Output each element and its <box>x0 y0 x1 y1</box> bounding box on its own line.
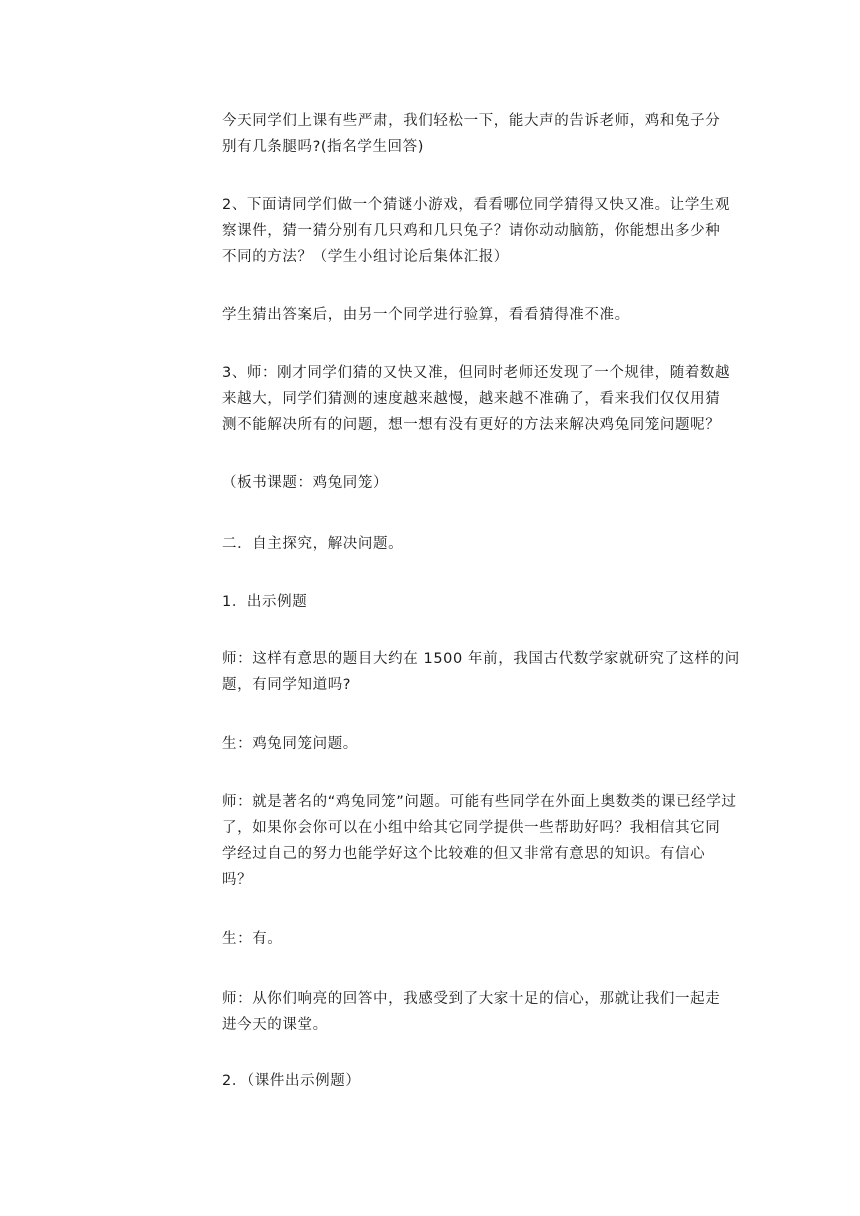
text-line: 二．自主探究，解决问题。 <box>222 536 404 552</box>
paragraph-verification <box>222 302 742 328</box>
paragraph-intro <box>222 108 742 160</box>
step-heading <box>222 1068 742 1094</box>
text-line: 学经过自己的努力也能学好这个比较难的但又非常有意思的知识。有信心 <box>222 846 706 862</box>
text-line: 2．（课件出示例题） <box>222 1073 361 1089</box>
paragraph-student-answer <box>222 731 742 757</box>
text-line: 进今天的课堂。 <box>222 1017 328 1033</box>
text-line: 题，有同学知道吗? <box>222 677 352 693</box>
paragraph-guessing-game <box>222 192 742 270</box>
text-line: 测不能解决所有的问题，想一想有没有更好的方法来解决鸡兔同笼问题呢？ <box>222 417 721 433</box>
text-line: 生：鸡兔同笼问题。 <box>222 736 358 752</box>
paragraph-teacher-history <box>222 646 742 698</box>
text-line: 师：这样有意思的题目大约在 1500 年前，我国古代数学家就研究了这样的问 <box>222 651 740 667</box>
text-line: 吗？ <box>222 872 253 888</box>
text-line: 察课件，猜一猜分别有几只鸡和几只兔子？请你动动脑筋，你能想出多少种 <box>222 223 721 239</box>
text-line: 了，如果你会你可以在小组中给其它同学提供一些帮助好吗？我相信其它同 <box>222 820 721 836</box>
paragraph-teacher-confidence <box>222 986 742 1038</box>
text-line: 别有几条腿吗?(指名学生回答) <box>222 139 425 155</box>
text-line: 师：就是著名的“鸡兔同笼”问题。可能有些同学在外面上奥数类的课已经学过 <box>222 794 737 810</box>
text-line: 今天同学们上课有些严肃，我们轻松一下，能大声的告诉老师，鸡和兔子分 <box>222 113 721 129</box>
text-line: 来越大，同学们猜测的速度越来越慢，越来越不准确了，看来我们仅仅用猜 <box>222 391 721 407</box>
text-line: 2、下面请同学们做一个猜谜小游戏，看看哪位同学猜得又快又准。让学生观 <box>222 197 731 213</box>
text-line: 生：有。 <box>222 931 283 947</box>
section-heading <box>222 531 742 557</box>
text-line: 3、师：刚才同学们猜的又快又准，但同时老师还发现了一个规律，随着数越 <box>222 365 731 381</box>
paragraph-teacher-famous <box>222 789 742 893</box>
text-line: 1．出示例题 <box>222 594 308 610</box>
text-line: 师：从你们响亮的回答中，我感受到了大家十足的信心，那就让我们一起走 <box>222 991 721 1007</box>
paragraph-student-yes <box>222 926 742 952</box>
text-line: 学生猜出答案后，由另一个同学进行验算，看看猜得准不准。 <box>222 307 630 323</box>
step-heading <box>222 589 742 615</box>
text-line: 不同的方法？（学生小组讨论后集体汇报） <box>222 249 509 265</box>
text-line: （板书课题：鸡兔同笼） <box>222 475 389 491</box>
paragraph-teacher-rule <box>222 360 742 438</box>
paragraph-lesson-title <box>222 470 742 496</box>
